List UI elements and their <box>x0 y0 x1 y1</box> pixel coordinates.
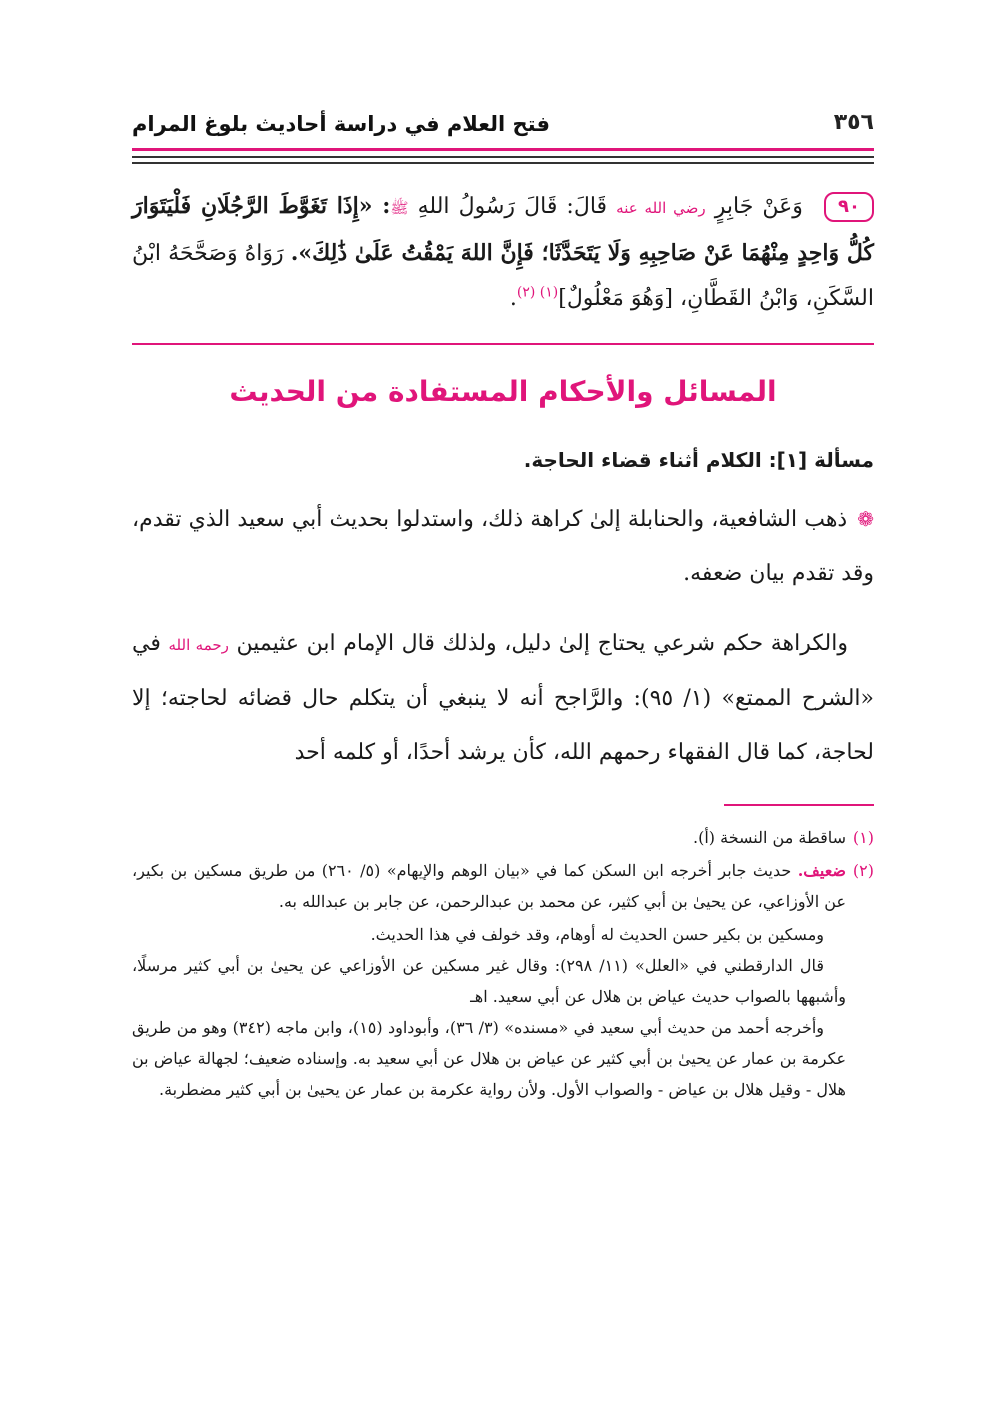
footnote-2-para-4: وأخرجه أحمد من حديث أبي سعيد في «مسنده» (٣/ ٣٦)، وأبوداود (١٥)، وابن ماجه (٣٤٢) وهو من طريق عكرمة بن عمار عن يحيىٰ بن أبي كثير عن عياض بن هلال عن أبي سعيد به. وإسناده ضعيف؛ لجهالة عياض بن هلال - وقيل هلال بن عياض - والصواب الأول. ولأن رواية عكرمة بن عمار عن يحيىٰ بن أبي كثير مضطربة. <box>132 1018 846 1099</box>
hadith-number-badge: ٩٠ <box>824 192 874 222</box>
section-heading: المسائل والأحكام المستفادة من الحديث <box>229 375 777 408</box>
header-rule-dark-2 <box>132 162 874 164</box>
footnote-2-para-3: قال الدارقطني في «العلل» (١١/ ٢٩٨): وقال غير مسكين عن الأوزاعي عن يحيىٰ بن أبي كثير مرسلًا، وأشبهها بالصواب حديث عياض بن هلال عن أبي سعيد. اهـ <box>132 956 846 1006</box>
header-rule-accent <box>132 148 874 151</box>
honorific-radiya: رضي الله عنه <box>616 199 706 217</box>
hadith-said: قَالَ: قَالَ رَسُولُ اللهِ <box>417 194 608 219</box>
honorific-salla: ﷺ <box>390 199 409 217</box>
footnote-2-text: حديث جابر أخرجه ابن السكن كما في «بيان الوهم والإيهام» (٥/ ٢٦٠) من طريق مسكين بن بكير، عن الأوزاعي، عن يحيىٰ بن أبي كثير، عن محمد بن عبدالرحمن، عن جابر بن عبدالله به. <box>132 861 846 911</box>
paragraph-1-text: ذهب الشافعية، والحنابلة إلىٰ كراهة ذلك، واستدلوا بحديث أبي سعيد الذي تقدم، وقد تقدم بيان ضعفه. <box>132 507 874 586</box>
paragraph-1 <box>132 492 874 601</box>
hadith-text <box>132 184 874 321</box>
flower-ornament-icon: ❁ <box>857 507 874 531</box>
honorific-rahimahu: رحمه الله <box>168 636 229 654</box>
hadith-bottom-rule <box>132 343 874 345</box>
issue-heading: مسألة [١]: الكلام أثناء قضاء الحاجة. <box>523 448 874 472</box>
paragraph-2-text-a: والكراهة حكم شرعي يحتاج إلىٰ دليل، ولذلك قال الإمام ابن عثيمين <box>236 631 848 656</box>
hadith-quote: : «إِذَا تَغَوَّطَ الرَّجُلَانِ فَلْيَتَوَارَ كُلُّ وَاحِدٍ مِنْهُمَا عَنْ صَاحِبِهِ وَلَا يَتَحَدَّثَا؛ فَإِنَّ اللهَ يَمْقُتُ عَلَىٰ ذَٰلِكَ». <box>132 193 875 266</box>
book-title: فتح العلام في دراسة أحاديث بلوغ المرام <box>132 112 550 136</box>
footnote-2-number: (٢) <box>852 861 874 880</box>
footnote-2-grade: ضعيف. <box>797 861 846 880</box>
footnote-refs[interactable]: (١) (٢) <box>516 284 559 301</box>
footnote-1-number: (١) <box>852 828 874 847</box>
hadith-end: . <box>509 286 517 311</box>
header-rule-dark <box>132 156 874 158</box>
running-header <box>132 100 874 146</box>
page <box>132 100 874 1105</box>
paragraph-2 <box>132 617 874 780</box>
page-number: ٣٥٦ <box>833 110 874 135</box>
paragraph-2-text-b: في «الشرح الممتع» (١/ ٩٥): والرَّاجح أنه لا ينبغي أن يتكلم حال قضائه لحاجته؛ إلا لحاجة، كما قال الفقهاء رحمهم الله، كأن يرشد أحدًا، أو كلمه أحد <box>132 631 875 765</box>
footnotes <box>132 822 874 1105</box>
footnote-1-text: ساقطة من النسخة (أ). <box>693 828 846 847</box>
hadith-narrator: وَعَنْ جَابِرٍ <box>714 194 803 219</box>
footnote-separator <box>724 804 874 806</box>
footnote-2 <box>132 855 874 917</box>
footnote-1 <box>132 822 874 853</box>
footnote-2-para-2: ومسكين بن بكير حسن الحديث له أوهام، وقد خولف في هذا الحديث. <box>370 925 824 944</box>
hadith-takhrij: رَوَاهُ وَصَحَّحَهُ ابْنُ السَّكَنِ، وَابْنُ القَطَّانِ، [وَهُوَ مَعْلُولٌ] <box>132 241 874 311</box>
